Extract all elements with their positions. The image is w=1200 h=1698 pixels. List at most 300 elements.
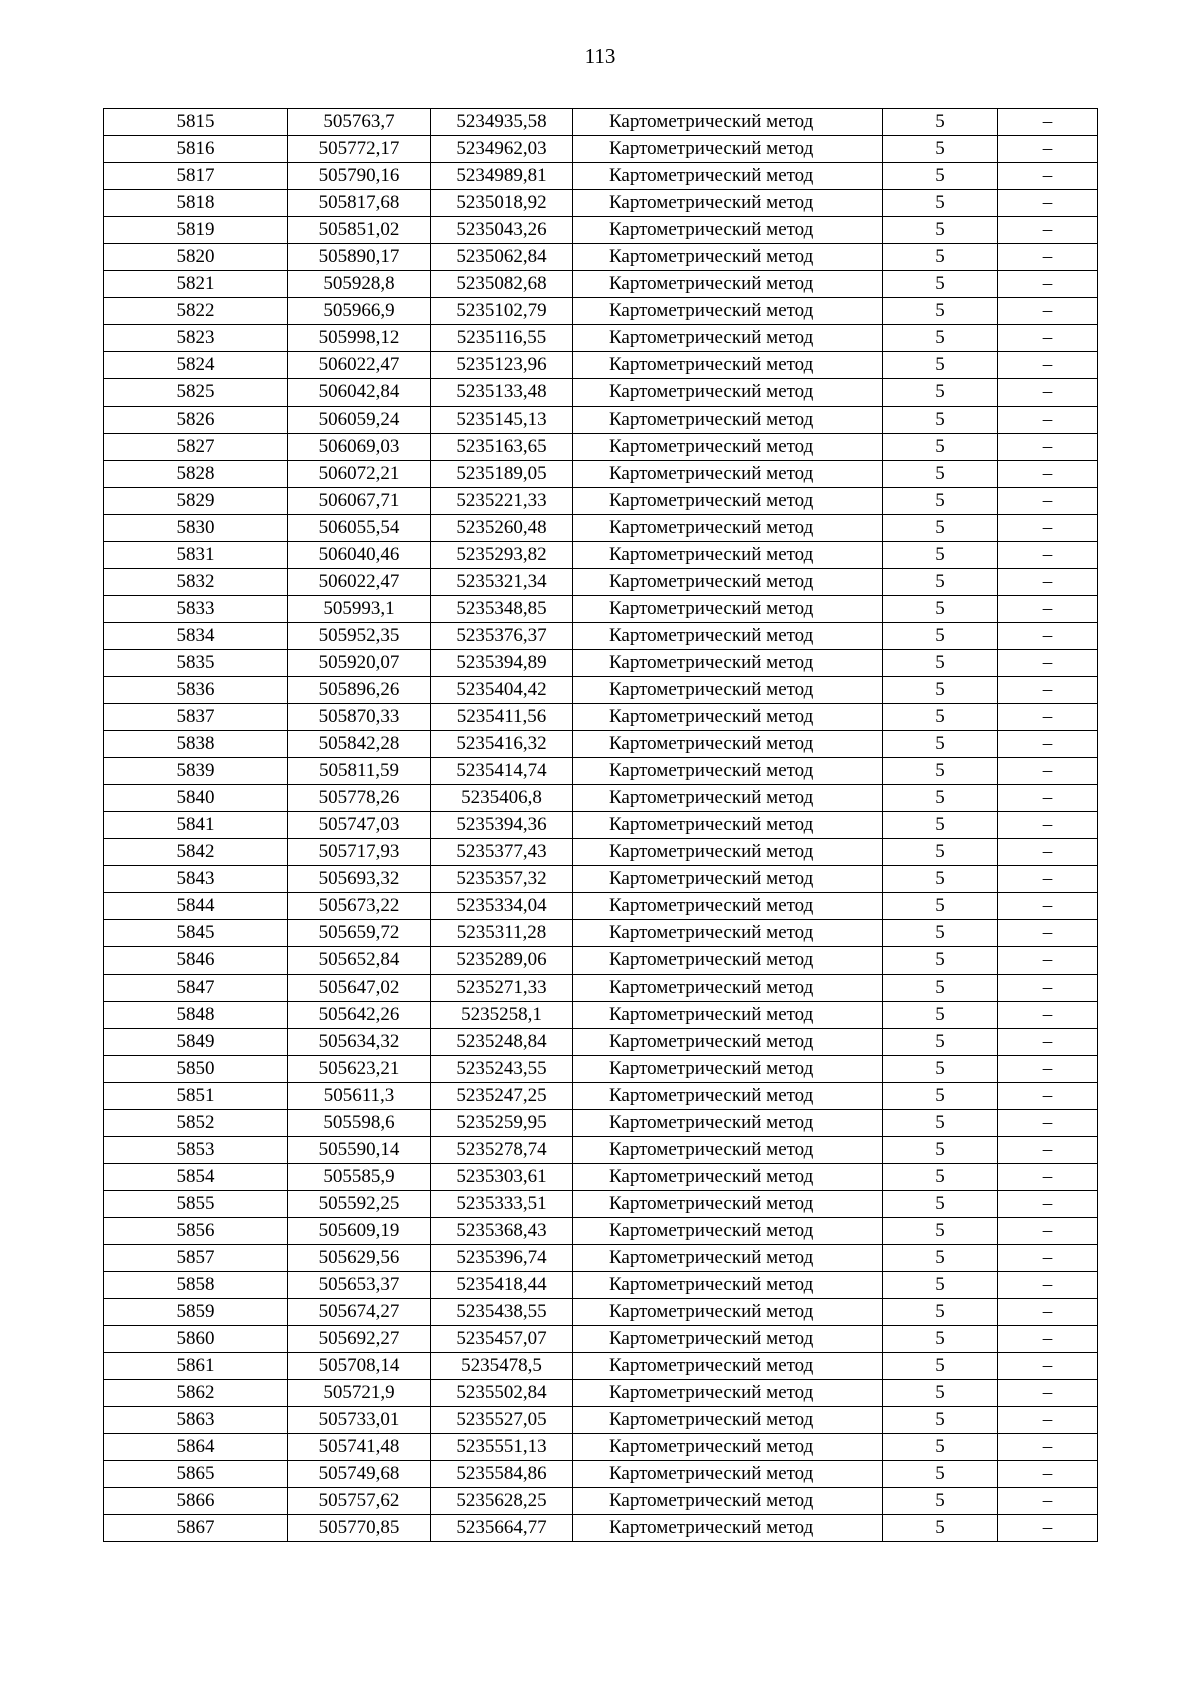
table-row [104,649,1098,676]
description-cell: – [998,649,1098,676]
y-coordinate-cell: 5235418,44 [431,1272,573,1299]
method-cell: Картометрический метод [573,1055,883,1082]
table-row [104,1244,1098,1271]
x-coordinate-cell: 506072,21 [288,460,431,487]
x-coordinate-cell: 505598,6 [288,1109,431,1136]
point-number-cell: 5854 [104,1163,288,1190]
accuracy-cell: 5 [883,190,998,217]
method-cell: Картометрический метод [573,406,883,433]
description-cell: – [998,1244,1098,1271]
accuracy-cell: 5 [883,433,998,460]
table-row [104,595,1098,622]
method-cell: Картометрический метод [573,1488,883,1515]
description-cell: – [998,1434,1098,1461]
description-cell: – [998,893,1098,920]
x-coordinate-cell: 505790,16 [288,163,431,190]
method-cell: Картометрический метод [573,866,883,893]
description-cell: – [998,622,1098,649]
method-cell: Картометрический метод [573,839,883,866]
method-cell: Картометрический метод [573,460,883,487]
table-row [104,676,1098,703]
method-cell: Картометрический метод [573,433,883,460]
description-cell: – [998,947,1098,974]
y-coordinate-cell: 5234962,03 [431,136,573,163]
page-number: 113 [584,44,616,68]
method-cell: Картометрический метод [573,379,883,406]
description-cell: – [998,1028,1098,1055]
point-number-cell: 5866 [104,1488,288,1515]
point-number-cell: 5848 [104,1001,288,1028]
description-cell: – [998,1353,1098,1380]
y-coordinate-cell: 5235311,28 [431,920,573,947]
point-number-cell: 5820 [104,244,288,271]
method-cell: Картометрический метод [573,217,883,244]
y-coordinate-cell: 5235551,13 [431,1434,573,1461]
table-row [104,514,1098,541]
table-row [104,1217,1098,1244]
point-number-cell: 5862 [104,1380,288,1407]
x-coordinate-cell: 505673,22 [288,893,431,920]
accuracy-cell: 5 [883,920,998,947]
y-coordinate-cell: 5235414,74 [431,758,573,785]
description-cell: – [998,1380,1098,1407]
table-row [104,1190,1098,1217]
table-row [104,1163,1098,1190]
x-coordinate-cell: 505778,26 [288,785,431,812]
x-coordinate-cell: 506040,46 [288,541,431,568]
accuracy-cell: 5 [883,785,998,812]
coordinates-table-body [104,109,1098,1542]
table-row [104,1326,1098,1353]
point-number-cell: 5837 [104,704,288,731]
table-row [104,893,1098,920]
accuracy-cell: 5 [883,1434,998,1461]
description-cell: – [998,758,1098,785]
accuracy-cell: 5 [883,541,998,568]
description-cell: – [998,595,1098,622]
description-cell: – [998,1163,1098,1190]
description-cell: – [998,325,1098,352]
description-cell: – [998,136,1098,163]
accuracy-cell: 5 [883,514,998,541]
method-cell: Картометрический метод [573,514,883,541]
table-row [104,1434,1098,1461]
method-cell: Картометрический метод [573,704,883,731]
point-number-cell: 5858 [104,1272,288,1299]
point-number-cell: 5860 [104,1326,288,1353]
point-number-cell: 5818 [104,190,288,217]
x-coordinate-cell: 505623,21 [288,1055,431,1082]
method-cell: Картометрический метод [573,595,883,622]
point-number-cell: 5823 [104,325,288,352]
description-cell: – [998,1190,1098,1217]
description-cell: – [998,379,1098,406]
point-number-cell: 5850 [104,1055,288,1082]
x-coordinate-cell: 505811,59 [288,758,431,785]
accuracy-cell: 5 [883,487,998,514]
x-coordinate-cell: 505966,9 [288,298,431,325]
x-coordinate-cell: 505920,07 [288,649,431,676]
y-coordinate-cell: 5235664,77 [431,1515,573,1542]
method-cell: Картометрический метод [573,136,883,163]
y-coordinate-cell: 5235411,56 [431,704,573,731]
description-cell: – [998,866,1098,893]
point-number-cell: 5825 [104,379,288,406]
accuracy-cell: 5 [883,406,998,433]
accuracy-cell: 5 [883,947,998,974]
method-cell: Картометрический метод [573,352,883,379]
y-coordinate-cell: 5235248,84 [431,1028,573,1055]
x-coordinate-cell: 505693,32 [288,866,431,893]
accuracy-cell: 5 [883,298,998,325]
description-cell: – [998,163,1098,190]
y-coordinate-cell: 5235377,43 [431,839,573,866]
point-number-cell: 5852 [104,1109,288,1136]
table-row [104,785,1098,812]
method-cell: Картометрический метод [573,785,883,812]
point-number-cell: 5841 [104,812,288,839]
x-coordinate-cell: 505659,72 [288,920,431,947]
table-row [104,109,1098,136]
method-cell: Картометрический метод [573,1244,883,1271]
y-coordinate-cell: 5235376,37 [431,622,573,649]
point-number-cell: 5843 [104,866,288,893]
point-number-cell: 5847 [104,974,288,1001]
table-row [104,947,1098,974]
accuracy-cell: 5 [883,1163,998,1190]
method-cell: Картометрический метод [573,1082,883,1109]
table-row [104,433,1098,460]
y-coordinate-cell: 5235278,74 [431,1136,573,1163]
x-coordinate-cell: 506055,54 [288,514,431,541]
point-number-cell: 5864 [104,1434,288,1461]
method-cell: Картометрический метод [573,947,883,974]
y-coordinate-cell: 5235404,42 [431,676,573,703]
y-coordinate-cell: 5235271,33 [431,974,573,1001]
point-number-cell: 5856 [104,1217,288,1244]
y-coordinate-cell: 5235457,07 [431,1326,573,1353]
x-coordinate-cell: 505851,02 [288,217,431,244]
point-number-cell: 5845 [104,920,288,947]
method-cell: Картометрический метод [573,974,883,1001]
accuracy-cell: 5 [883,1461,998,1488]
description-cell: – [998,109,1098,136]
y-coordinate-cell: 5235082,68 [431,271,573,298]
accuracy-cell: 5 [883,1515,998,1542]
x-coordinate-cell: 505952,35 [288,622,431,649]
x-coordinate-cell: 505842,28 [288,731,431,758]
accuracy-cell: 5 [883,704,998,731]
point-number-cell: 5830 [104,514,288,541]
description-cell: – [998,1407,1098,1434]
method-cell: Картометрический метод [573,1190,883,1217]
method-cell: Картометрический метод [573,1407,883,1434]
y-coordinate-cell: 5235396,74 [431,1244,573,1271]
point-number-cell: 5829 [104,487,288,514]
x-coordinate-cell: 505928,8 [288,271,431,298]
description-cell: – [998,1488,1098,1515]
method-cell: Картометрический метод [573,893,883,920]
accuracy-cell: 5 [883,622,998,649]
point-number-cell: 5828 [104,460,288,487]
description-cell: – [998,812,1098,839]
description-cell: – [998,1136,1098,1163]
description-cell: – [998,298,1098,325]
table-row [104,1515,1098,1542]
description-cell: – [998,352,1098,379]
accuracy-cell: 5 [883,244,998,271]
point-number-cell: 5846 [104,947,288,974]
x-coordinate-cell: 506059,24 [288,406,431,433]
accuracy-cell: 5 [883,1082,998,1109]
point-number-cell: 5863 [104,1407,288,1434]
method-cell: Картометрический метод [573,163,883,190]
description-cell: – [998,568,1098,595]
point-number-cell: 5835 [104,649,288,676]
y-coordinate-cell: 5235321,34 [431,568,573,595]
point-number-cell: 5821 [104,271,288,298]
y-coordinate-cell: 5235260,48 [431,514,573,541]
x-coordinate-cell: 505708,14 [288,1353,431,1380]
method-cell: Картометрический метод [573,1028,883,1055]
description-cell: – [998,974,1098,1001]
x-coordinate-cell: 505647,02 [288,974,431,1001]
description-cell: – [998,676,1098,703]
point-number-cell: 5824 [104,352,288,379]
x-coordinate-cell: 505763,7 [288,109,431,136]
method-cell: Картометрический метод [573,541,883,568]
x-coordinate-cell: 505721,9 [288,1380,431,1407]
accuracy-cell: 5 [883,1353,998,1380]
x-coordinate-cell: 505634,32 [288,1028,431,1055]
x-coordinate-cell: 505692,27 [288,1326,431,1353]
table-row [104,460,1098,487]
point-number-cell: 5836 [104,676,288,703]
point-number-cell: 5831 [104,541,288,568]
x-coordinate-cell: 505993,1 [288,595,431,622]
y-coordinate-cell: 5235416,32 [431,731,573,758]
y-coordinate-cell: 5235145,13 [431,406,573,433]
method-cell: Картометрический метод [573,1353,883,1380]
x-coordinate-cell: 505585,9 [288,1163,431,1190]
table-row [104,1136,1098,1163]
accuracy-cell: 5 [883,1190,998,1217]
x-coordinate-cell: 506042,84 [288,379,431,406]
x-coordinate-cell: 505590,14 [288,1136,431,1163]
y-coordinate-cell: 5235258,1 [431,1001,573,1028]
point-number-cell: 5842 [104,839,288,866]
x-coordinate-cell: 506022,47 [288,568,431,595]
point-number-cell: 5827 [104,433,288,460]
x-coordinate-cell: 505870,33 [288,704,431,731]
accuracy-cell: 5 [883,676,998,703]
method-cell: Картометрический метод [573,920,883,947]
accuracy-cell: 5 [883,1244,998,1271]
y-coordinate-cell: 5235062,84 [431,244,573,271]
y-coordinate-cell: 5235334,04 [431,893,573,920]
accuracy-cell: 5 [883,1488,998,1515]
table-row [104,352,1098,379]
method-cell: Картометрический метод [573,298,883,325]
method-cell: Картометрический метод [573,758,883,785]
accuracy-cell: 5 [883,839,998,866]
table-row [104,1028,1098,1055]
table-row [104,379,1098,406]
method-cell: Картометрический метод [573,1299,883,1326]
method-cell: Картометрический метод [573,271,883,298]
accuracy-cell: 5 [883,217,998,244]
description-cell: – [998,1299,1098,1326]
x-coordinate-cell: 505749,68 [288,1461,431,1488]
method-cell: Картометрический метод [573,1461,883,1488]
x-coordinate-cell: 505642,26 [288,1001,431,1028]
y-coordinate-cell: 5235116,55 [431,325,573,352]
accuracy-cell: 5 [883,595,998,622]
y-coordinate-cell: 5235247,25 [431,1082,573,1109]
method-cell: Картометрический метод [573,1326,883,1353]
accuracy-cell: 5 [883,271,998,298]
method-cell: Картометрический метод [573,325,883,352]
table-row [104,622,1098,649]
method-cell: Картометрический метод [573,190,883,217]
table-row [104,839,1098,866]
x-coordinate-cell: 505592,25 [288,1190,431,1217]
accuracy-cell: 5 [883,1109,998,1136]
accuracy-cell: 5 [883,1407,998,1434]
x-coordinate-cell: 505741,48 [288,1434,431,1461]
table-row [104,271,1098,298]
x-coordinate-cell: 505890,17 [288,244,431,271]
table-row [104,704,1098,731]
x-coordinate-cell: 505609,19 [288,1217,431,1244]
description-cell: – [998,1055,1098,1082]
accuracy-cell: 5 [883,866,998,893]
method-cell: Картометрический метод [573,1109,883,1136]
table-row [104,866,1098,893]
table-row [104,1380,1098,1407]
method-cell: Картометрический метод [573,649,883,676]
x-coordinate-cell: 505770,85 [288,1515,431,1542]
table-row [104,812,1098,839]
method-cell: Картометрический метод [573,731,883,758]
y-coordinate-cell: 5235102,79 [431,298,573,325]
accuracy-cell: 5 [883,649,998,676]
method-cell: Картометрический метод [573,812,883,839]
x-coordinate-cell: 505757,62 [288,1488,431,1515]
y-coordinate-cell: 5235368,43 [431,1217,573,1244]
accuracy-cell: 5 [883,1217,998,1244]
method-cell: Картометрический метод [573,244,883,271]
y-coordinate-cell: 5235303,61 [431,1163,573,1190]
point-number-cell: 5851 [104,1082,288,1109]
y-coordinate-cell: 5235243,55 [431,1055,573,1082]
y-coordinate-cell: 5235584,86 [431,1461,573,1488]
accuracy-cell: 5 [883,568,998,595]
table-row [104,1353,1098,1380]
method-cell: Картометрический метод [573,676,883,703]
y-coordinate-cell: 5235406,8 [431,785,573,812]
table-row [104,541,1098,568]
method-cell: Картометрический метод [573,487,883,514]
description-cell: – [998,244,1098,271]
y-coordinate-cell: 5235394,36 [431,812,573,839]
point-number-cell: 5839 [104,758,288,785]
description-cell: – [998,406,1098,433]
accuracy-cell: 5 [883,812,998,839]
table-row [104,974,1098,1001]
y-coordinate-cell: 5234989,81 [431,163,573,190]
y-coordinate-cell: 5234935,58 [431,109,573,136]
description-cell: – [998,704,1098,731]
y-coordinate-cell: 5235438,55 [431,1299,573,1326]
method-cell: Картометрический метод [573,568,883,595]
method-cell: Картометрический метод [573,1434,883,1461]
description-cell: – [998,1082,1098,1109]
point-number-cell: 5857 [104,1244,288,1271]
description-cell: – [998,514,1098,541]
point-number-cell: 5838 [104,731,288,758]
point-number-cell: 5853 [104,1136,288,1163]
point-number-cell: 5861 [104,1353,288,1380]
table-row [104,163,1098,190]
table-row [104,1055,1098,1082]
x-coordinate-cell: 506022,47 [288,352,431,379]
method-cell: Картометрический метод [573,1136,883,1163]
description-cell: – [998,541,1098,568]
y-coordinate-cell: 5235628,25 [431,1488,573,1515]
table-row [104,244,1098,271]
accuracy-cell: 5 [883,758,998,785]
method-cell: Картометрический метод [573,109,883,136]
description-cell: – [998,1217,1098,1244]
point-number-cell: 5833 [104,595,288,622]
x-coordinate-cell: 505733,01 [288,1407,431,1434]
point-number-cell: 5844 [104,893,288,920]
table-row [104,1488,1098,1515]
accuracy-cell: 5 [883,460,998,487]
point-number-cell: 5859 [104,1299,288,1326]
x-coordinate-cell: 505772,17 [288,136,431,163]
point-number-cell: 5819 [104,217,288,244]
y-coordinate-cell: 5235189,05 [431,460,573,487]
accuracy-cell: 5 [883,731,998,758]
accuracy-cell: 5 [883,1299,998,1326]
description-cell: – [998,190,1098,217]
x-coordinate-cell: 505611,3 [288,1082,431,1109]
point-number-cell: 5834 [104,622,288,649]
description-cell: – [998,271,1098,298]
y-coordinate-cell: 5235133,48 [431,379,573,406]
point-number-cell: 5826 [104,406,288,433]
accuracy-cell: 5 [883,163,998,190]
accuracy-cell: 5 [883,893,998,920]
table-row [104,217,1098,244]
y-coordinate-cell: 5235163,65 [431,433,573,460]
point-number-cell: 5840 [104,785,288,812]
x-coordinate-cell: 505998,12 [288,325,431,352]
x-coordinate-cell: 505629,56 [288,1244,431,1271]
description-cell: – [998,1326,1098,1353]
table-row [104,190,1098,217]
description-cell: – [998,460,1098,487]
accuracy-cell: 5 [883,1380,998,1407]
table-row [104,1299,1098,1326]
accuracy-cell: 5 [883,136,998,163]
description-cell: – [998,785,1098,812]
y-coordinate-cell: 5235289,06 [431,947,573,974]
accuracy-cell: 5 [883,1136,998,1163]
accuracy-cell: 5 [883,1055,998,1082]
